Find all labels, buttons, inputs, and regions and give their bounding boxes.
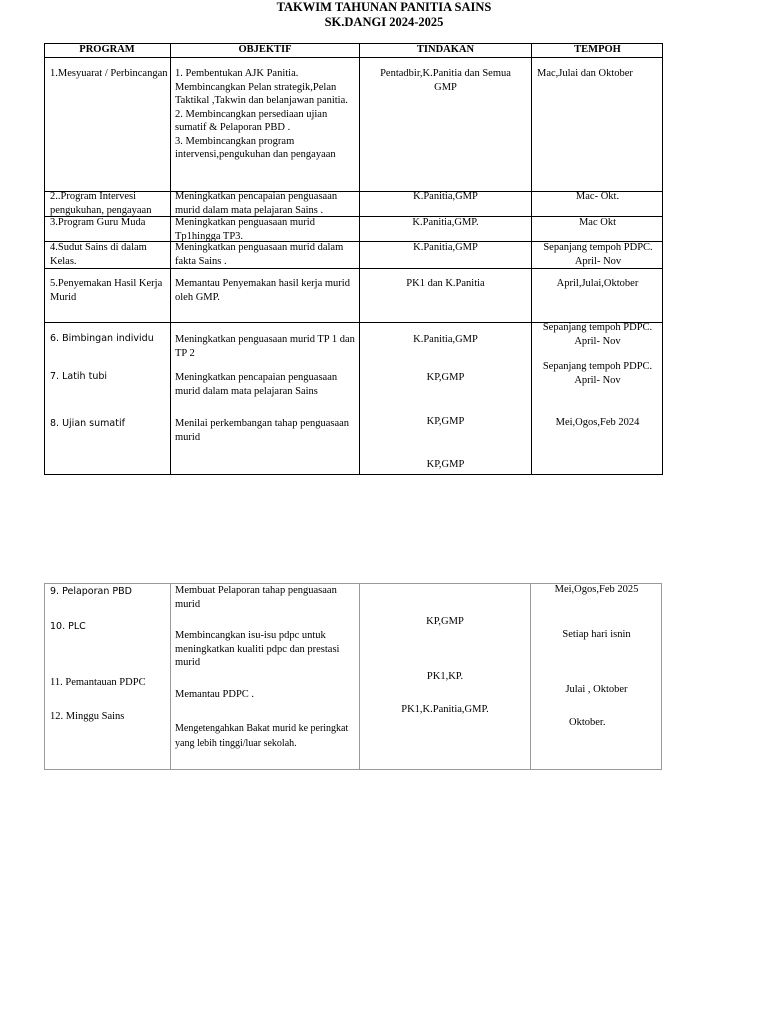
header-program: PROGRAM [79,44,135,55]
row-3-objektif: Meningkatkan penguasaan murid Tp1hingga TP3. [175,217,315,242]
row-3-tempoh: Mac Okt [578,217,617,228]
row-4-tindakan: K.Panitia,GMP [413,242,478,253]
row-2-tindakan: K.Panitia,GMP [413,191,478,202]
row-5-objektif: Memantau Penyemakan hasil kerja murid oleh GMP. [175,278,350,303]
header-objektif: OBJEKTIF [238,44,292,55]
row-4-tempoh: Sepanjang tempoh PDPC. April- Nov [543,242,653,267]
row-9-objektif: Membuat Pelaporan tahap penguasaan murid [175,585,337,610]
row-6-program: 6. Bimbingan individu [50,333,154,344]
row-11-program: 11. Pemantauan PDPC [50,677,146,688]
row-8-tindakan: KP,GMP [426,416,465,427]
row-3-tindakan: K.Panitia,GMP. [412,217,479,228]
row-1-objektif-line-3: 2. Membincangkan persediaan ujian sumatif & Pelaporan PBD . [175,108,328,133]
row-1-tindakan: Pentadbir,K.Panitia dan Semua GMP [380,68,511,93]
row-8-objektif: Menilai perkembangan tahap penguasaan murid [175,418,350,443]
row-9-tempoh: Mei,Ogos,Feb 2025 [554,584,639,595]
row-5-tempoh: April,Julai,Oktober [556,278,639,289]
row-8-tempoh: Mei,Ogos,Feb 2024 [555,417,640,428]
row-12-program: 12. Minggu Sains [50,711,125,722]
row-9-tindakan: KP,GMP [426,459,465,470]
row-11-tindakan: PK1,KP. [426,671,464,682]
row-10-objektif: Membincangkan isu-isu pdpc untuk meningkatkan kualiti pdpc dan prestasi murid [175,630,340,668]
row-1-objektif [175,67,357,162]
row-6-tempoh: Sepanjang tempoh PDPC. April- Nov [542,322,653,347]
row-8-program: 8. Ujian sumatif [50,418,125,429]
row-9-program: 9. Pelaporan PBD [50,586,132,597]
row-5-tindakan: PK1 dan K.Panitia [406,278,485,289]
row-11-tempoh: Julai , Oktober [565,684,628,695]
row-12-tindakan: PK1,K.Panitia,GMP. [401,704,489,715]
row-4-program: 4.Sudut Sains di dalam Kelas. [50,242,147,267]
header-tempoh: TEMPOH [574,44,621,55]
row-11-objektif: Memantau PDPC . [175,689,255,700]
row-7-tempoh: Sepanjang tempoh PDPC. April- Nov [542,361,653,386]
row-7-objektif: Meningkatkan pencapaian penguasaan murid dalam mata pelajaran Sains [175,372,338,397]
row-10-tempoh: Setiap hari isnin [562,629,631,640]
row-1-objektif-line-4: 3. Membincangkan program intervensi,pengukuhan dan pengayaan [175,135,336,160]
row-2-objektif: Meningkatkan pencapaian penguasaan murid dalam mata pelajaran Sains . [175,191,338,216]
row-1-objektif-line-1: 1. Pembentukan AJK Panitia. [175,68,299,79]
row-2-tempoh: Mac- Okt. [575,191,620,202]
row-6-tindakan: K.Panitia,GMP [413,334,478,345]
row-7-tindakan: KP,GMP [426,372,465,383]
row-12-tempoh: Oktober. [569,717,606,728]
document-title: TAKWIM TAHUNAN PANITIA SAINS [276,0,492,14]
row-1-tempoh: Mac,Julai dan Oktober [537,68,633,79]
document-subtitle: SK.DANGI 2024-2025 [324,15,444,29]
row-12-objektif: Mengetengahkan Bakat murid ke peringkat yang lebih tinggi/luar sekolah. [175,723,349,749]
row-10-program: 10. PLC [50,621,86,632]
row-5-program: 5.Penyemakan Hasil Kerja Murid [50,278,163,303]
row-10-tindakan: KP,GMP [426,616,464,627]
row-6-objektif: Meningkatkan penguasaan murid TP 1 dan TP 2 [175,334,355,359]
row-4-objektif: Meningkatkan penguasaan murid dalam fakta Sains . [175,242,344,267]
row-1-program: 1.Mesyuarat / Perbincangan [50,68,168,79]
header-tindakan: TINDAKAN [416,44,475,55]
row-3-program: 3.Program Guru Muda [50,217,146,228]
row-2-program: 2..Program Intervesi pengukuhan, pengayaan [50,191,152,216]
row-7-program: 7. Latih tubi [50,371,108,382]
row-1-objektif-line-2: Membincangkan Pelan strategik,Pelan Taktikal ,Takwin dan belanjawan panitia. [175,81,348,106]
